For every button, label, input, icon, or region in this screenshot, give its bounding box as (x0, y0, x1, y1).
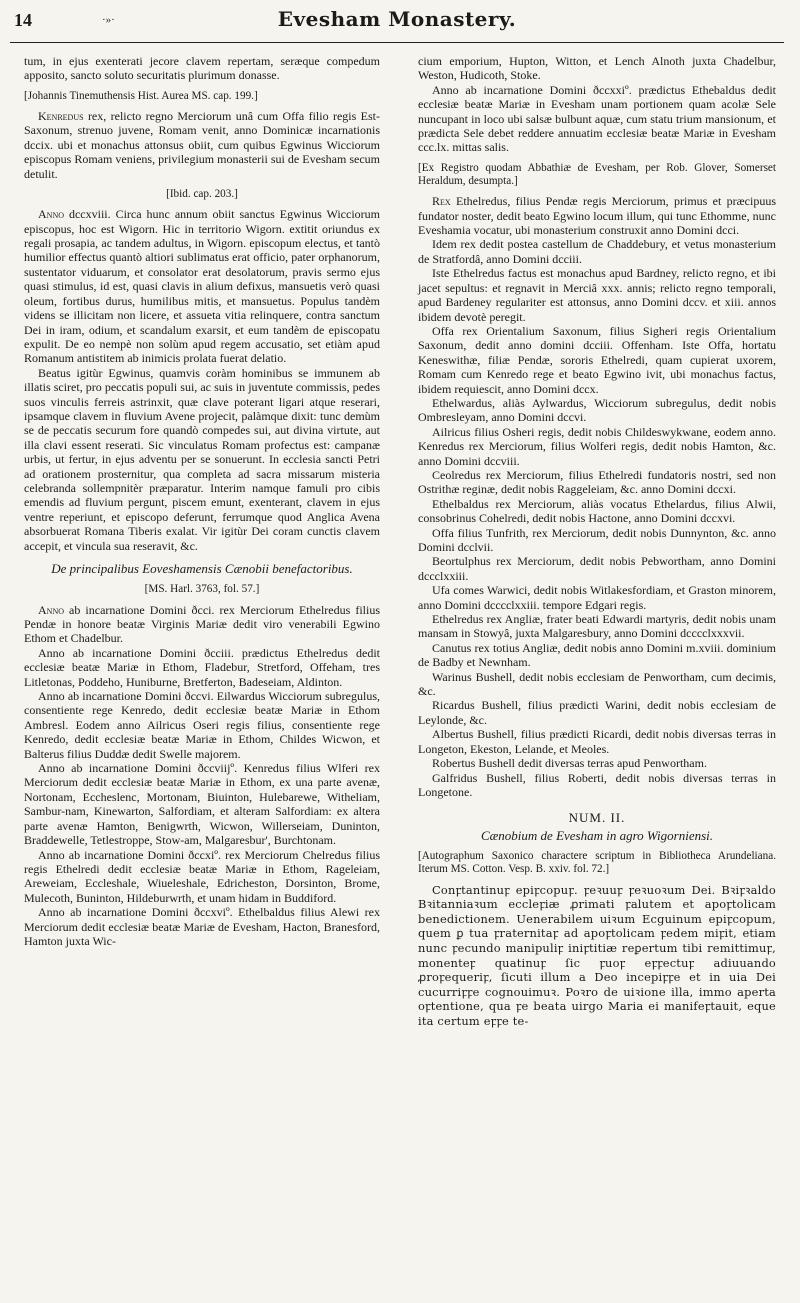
insular-script-text: Conꝼtantinuꝼ epiꝼcopuꝼ. ꝼeꝛuuꝼ ꝼeꝛuoꝛum Dei. Bꝛiꝼꝛaldo Bꝛitanniaꝛum eccleꝼiæ ꝓrimati ꝼalutem et apoꝼtolicam benedictionem. Uenerabilem uiꝛum Ecguinum epiꝼcopum, quem ꝑ tua ꝼraternitaꝼ ad apoꝼtolicam ꝼedem miꝼit, etiam nunc ꝼecundo manipuliꝼ iniꝼtitiæ reꝑertum tibi remittimuꝼ, monenteꝼ quatinuꝼ ſic ꝼuoꝼ eꝼꝼectuꝼ adiuuando ꝓroꝼequeriꝼ, ſicuti illum a Deo incepiꝼꝼe et in uia Dei cucurriꝼꝼe cognouimuꝛ. Poꝛro de uiꝛione illa, immo aperta oꝼtentione, qua ꝼe beata uirgo Maria ei manifeꝼtauit, eque ita certum eꝼꝼe te- (418, 882, 776, 1028)
lead-word: Anno (38, 207, 64, 222)
paragraph: Idem rex dedit postea castellum de Chaddebury, et vetus monasterium de Stratfordâ, anno Domini dcciii. (418, 237, 776, 266)
lead-word: Rex (432, 194, 451, 209)
paragraph: Anno ab incarnatione Domini ðccxxiº. prædictus Ethebaldus dedit ecclesiæ beatæ Mariæ in Evesham unam portionem quam acolæ Sele nuncupant in loco ubi salsæ bulbunt aquæ, cum statu trium mansionum, et prædicta Sele debet reddere annuatim ecclesiæ beatæ Mariæ in Evesham ccc.lx. mittas salis. (418, 82, 776, 155)
paragraph: Anno ab incarnatione Domini ðccxiº. rex Merciorum Chelredus filius regis Ethelredi dedit ecclesiæ beatæ Mariæ in Ethom, Rageleiam, Areweiam, Eccleshale, Wiueleshale, Edricheston, Dorsinton, Brome, Mulecoth, Buninton, Hildeburwrth, et unam hidam in Buddiford. (24, 847, 380, 905)
paragraph: cium emporium, Hupton, Witton, et Lench Alnoth juxta Chadelbur, Weston, Hudicoth, Stoke. (418, 54, 776, 83)
paragraph: Warinus Bushell, dedit nobis ecclesiam de Penwortham, cum decimis, &c. (418, 669, 776, 699)
paragraph: Anno ab incarnatione Domini ðccviijº. Kenredus filius Wlferi rex Merciorum dedit ecclesiæ beatæ Mariæ in Ethom, ex una parte avenæ, Nortonam, Eccheslenc, Mortonam, Biuinton, Hulebarewe, Witheliam, Sambur-nam, Kinewarton, Salfordiam, et alteram Salfordiam: ex altera parte avenæ Hamton, Benigwrth, Wicwon, Willerseiam, Duninton, Braddewelle, Tetlestroppe, Stow-am, Malgaresbur', Burchtonam. (24, 761, 380, 848)
section-heading: De principalibus Eoveshamensis Cænobii benefactoribus. (51, 561, 353, 576)
paragraph: Ethelwardus, aliàs Aylwardus, Wicciorum subregulus, dedit nobis Ombresleyam, anno Domini dccvi. (418, 395, 776, 425)
paragraph: Robertus Bushell dedit diversas terras apud Penwortham. (432, 756, 707, 771)
paragraph-text: rex, relicto regno Merciorum unâ cum Offa filio regis Est-Saxonum, strenuo juvene, Romam venit, anno Dominicæ incarnationis dccix. ubi et monachus attonsus obiit, cum quibus Egwinus Wicciorum episcopus Romam veniens, privilegium monasterii sui de Evesham secum detulit. (24, 109, 380, 181)
paragraph-text: Ethelredus, filius Pendæ regis Merciorum, primus et præcipuus fundator noster, dedit beato Egwino locum illum, qui tunc Ethomme, nunc Eveshamia vocatur, ubi monasterium construxit anno Domini dcci. (418, 194, 776, 238)
paragraph: Beortulphus rex Merciorum, dedit nobis Pebwortham, anno Domini dccclxxiii. (418, 554, 776, 583)
running-header (10, 2, 784, 43)
paragraph: Ethelredus rex Angliæ, frater beati Edwardi martyris, dedit nobis unam mansam in Stowyâ, juxta Malgaresbury, anno Domini dcccclxxxvii. (418, 612, 776, 641)
paragraph: Ufa comes Warwici, dedit nobis Witlakesfordiam, et Graston minorem, anno Domini dcccclxxiii. tempore Edgari regis. (418, 583, 776, 612)
paragraph: Canutus rex totius Angliæ, dedit nobis anno Domini m.xviii. dominium de Badby et Newnham. (418, 640, 776, 670)
page-number: 14 (14, 10, 32, 30)
paragraph: Offa filius Tunfrith, rex Merciorum, dedit nobis Dunnynton, &c. anno Domini dcclvii. (418, 525, 776, 554)
paragraph: Anno ab incarnatione Domini ðcciii. prædictus Ethelredus dedit ecclesiæ beatæ Mariæ in Ethom, Fladebur, Stretford, Offeham, tres Litletonas, Poddeho, Huniburne, Bretferton, Badeseiam, Aldinton. (24, 645, 380, 689)
source-citation: [Autographum Saxonico charactere scriptum in Bibliotheca Arundeliana. Iterum MS. Cotton. Vesp. B. xxiv. fol. 72.] (418, 850, 776, 876)
paragraph (24, 109, 380, 181)
paragraph: Iste Ethelredus factus est monachus apud Bardney, relicto regno, et ibi jacet sepultus: et regnavit in Merciâ xxx. annis; relicto regno temporali, apud Bardeney regulariter est attonsus, anno Domini dccv. et xiii. annos ibidem devotè peregit. (418, 266, 776, 324)
number-heading: NUM. II. (568, 810, 626, 826)
paragraph: Anno ab incarnatione Domini ðccvi. Eilwardus Wicciorum subregulus, consentiente rege Kenredo, dedit ecclesiæ beatæ Mariæ in Ethom Ambresl. Eodem anno Ailricus Oseri regis filius, consentiente rege Kenredo, dedit ecclesiæ beatæ Mariæ in Ethom, Childes Wicwon, et Balterus filius Duddæ dedit Swelle majorem. (24, 689, 380, 761)
section-heading: Cænobium de Evesham in agro Wigorniensi. (480, 827, 714, 843)
paragraph (24, 207, 380, 365)
paragraph: Galfridus Bushell, filius Roberti, dedit nobis diversas terras in Longetone. (418, 770, 776, 799)
paragraph (24, 603, 380, 646)
source-citation: [Ex Registro quodam Abbathiæ de Evesham, per Rob. Glover, Somerset Heraldum, desumpta.] (418, 161, 776, 188)
paragraph: tum, in ejus exenterati jecore clavem repertam, seræque compedum apposito, sancto soluto securitatis plurimum donasse. (24, 54, 380, 83)
lead-word: Anno (38, 602, 64, 617)
source-citation: [Johannis Tinemuthensis Hist. Aurea MS. cap. 199.] (24, 89, 258, 102)
ornament-mark: ·»· (102, 14, 115, 26)
source-citation: [MS. Harl. 3763, fol. 57.] (144, 583, 260, 596)
source-citation: [Ibid. cap. 203.] (166, 188, 238, 201)
paragraph: Offa rex Orientalium Saxonum, filius Sigheri regis Orientalium Saxonum, dedit anno domini dcciii. Offenham. Iste Offa, hortatu Keneswithæ, filiæ Pendæ, sororis Ethelredi, quam cupierat uxorem, Romam cum Kenredo rege et beato Egwino ivit, ubi monachus factus, ibidem requiescit, anno Domini dccx. (418, 323, 776, 396)
paragraph-text: ab incarnatione Domini ðcci. rex Merciorum Ethelredus filius Pendæ in honore beatæ Virginis Mariæ dedit viro venerabili Egwino Ethom et Chadelbur. (24, 602, 380, 646)
paragraph: Ricardus Bushell, filius prædicti Warini, dedit nobis ecclesiam de Leylonde, &c. (418, 698, 776, 727)
paragraph: Ceolredus rex Merciorum, filius Ethelredi fundatoris nostri, sed non Ostrithæ reginæ, dedit nobis Raggeleiam, &c. anno Domini dccxi. (418, 467, 776, 497)
right-column (418, 54, 776, 1028)
paragraph: Ethelbaldus rex Merciorum, aliàs vocatus Ethelardus, filius Alwii, consobrinus Cohelredi, dedit nobis Hactone, anno Domini dccxvi. (418, 496, 776, 526)
paragraph: Albertus Bushell, filius prædicti Ricardi, dedit nobis diversas terras in Longeton, Ekeston, Lelande, et Meoles. (418, 727, 776, 756)
running-title: Evesham Monastery. (277, 7, 517, 31)
paragraph: Beatus igitùr Egwinus, quamvis coràm hominibus se immunem ab illatis sciret, pro peccatis populi sui, ac suis in juventute commissis, pedes suos vinculis ferreis astrinxit, quæ clave poterant ligari atque reserari, ipsamque clavem in fluvium Avene projecit, palàmque dixit: tunc demùm se de peccatis securum fore quandò compedes sui, aut divina virtute, aut illa clavi essent reserati. Sic vinculatus Romam profectus est: campanæ urbis, ut fertur, in ejus adventu per se sonuerunt. In ecclesia sancti Petri ad orationem prosternitur, qua completa ad sacra missarum misteria celebranda sollempnitèr præparatur. Interim namque famuli pro cibis emendis ad fluvium pergunt, piscem emunt, exenterant, clavem in ejus ventre reperiunt, et episcopo deferunt, ferrumque quod Anglica Avena absorbuerat Romana Tiberis exalat. Vir igitùr Dei coram cunctis clavem accepit, et vincula sua reseravit, &c. (24, 365, 380, 553)
paragraph: Anno ab incarnatione Domini ðccxviº. Ethelbaldus filius Alewi rex Merciorum dedit ecclesiæ beatæ Mariæ de Evesham, Hacton, Branesford, Hamton juxta Wic- (24, 905, 380, 948)
lead-word: Kenredus (38, 109, 84, 124)
paragraph (418, 194, 776, 237)
left-column (24, 54, 380, 948)
paragraph: Ailricus filius Osheri regis, dedit nobis Childeswykwane, eodem anno. Kenredus rex Merciorum, filius Wolferi regis, dedit nobis Hamton, &c. anno Domini dccviii. (418, 424, 776, 468)
paragraph-text: dccxviii. Circa hunc annum obiit sanctus Egwinus Wicciorum episcopus, hoc est Wigorn. Hic in territorio Wigorn. extitit oriundus ex regali prosapia, ac tandem adultus, in Wigorn. episcopum electus, et tantò humilior effectus quantò altiori sublimatus erat officio, pater orphanorum, sustentator viduarum, et consolator erat desolatorum, pravis sermo ejus quasi stimulus, id est, quasi clavis in alium defixus, mansuetis verò quasi oleum, fortibus durus, humilibus mitis, et mansuetus. Populus tandèm videns se illicitam non licere, et assueta vitia relinquere, contra sanctum Dei in iram, odium, et scandalum exarsit, et eum tandèm de episcopatu expulit. De eo nempè non solùm apud regem accusatio, set etiàm apud Romanum antistitem ab inimicis prolata fuerat delatio. (24, 207, 380, 366)
